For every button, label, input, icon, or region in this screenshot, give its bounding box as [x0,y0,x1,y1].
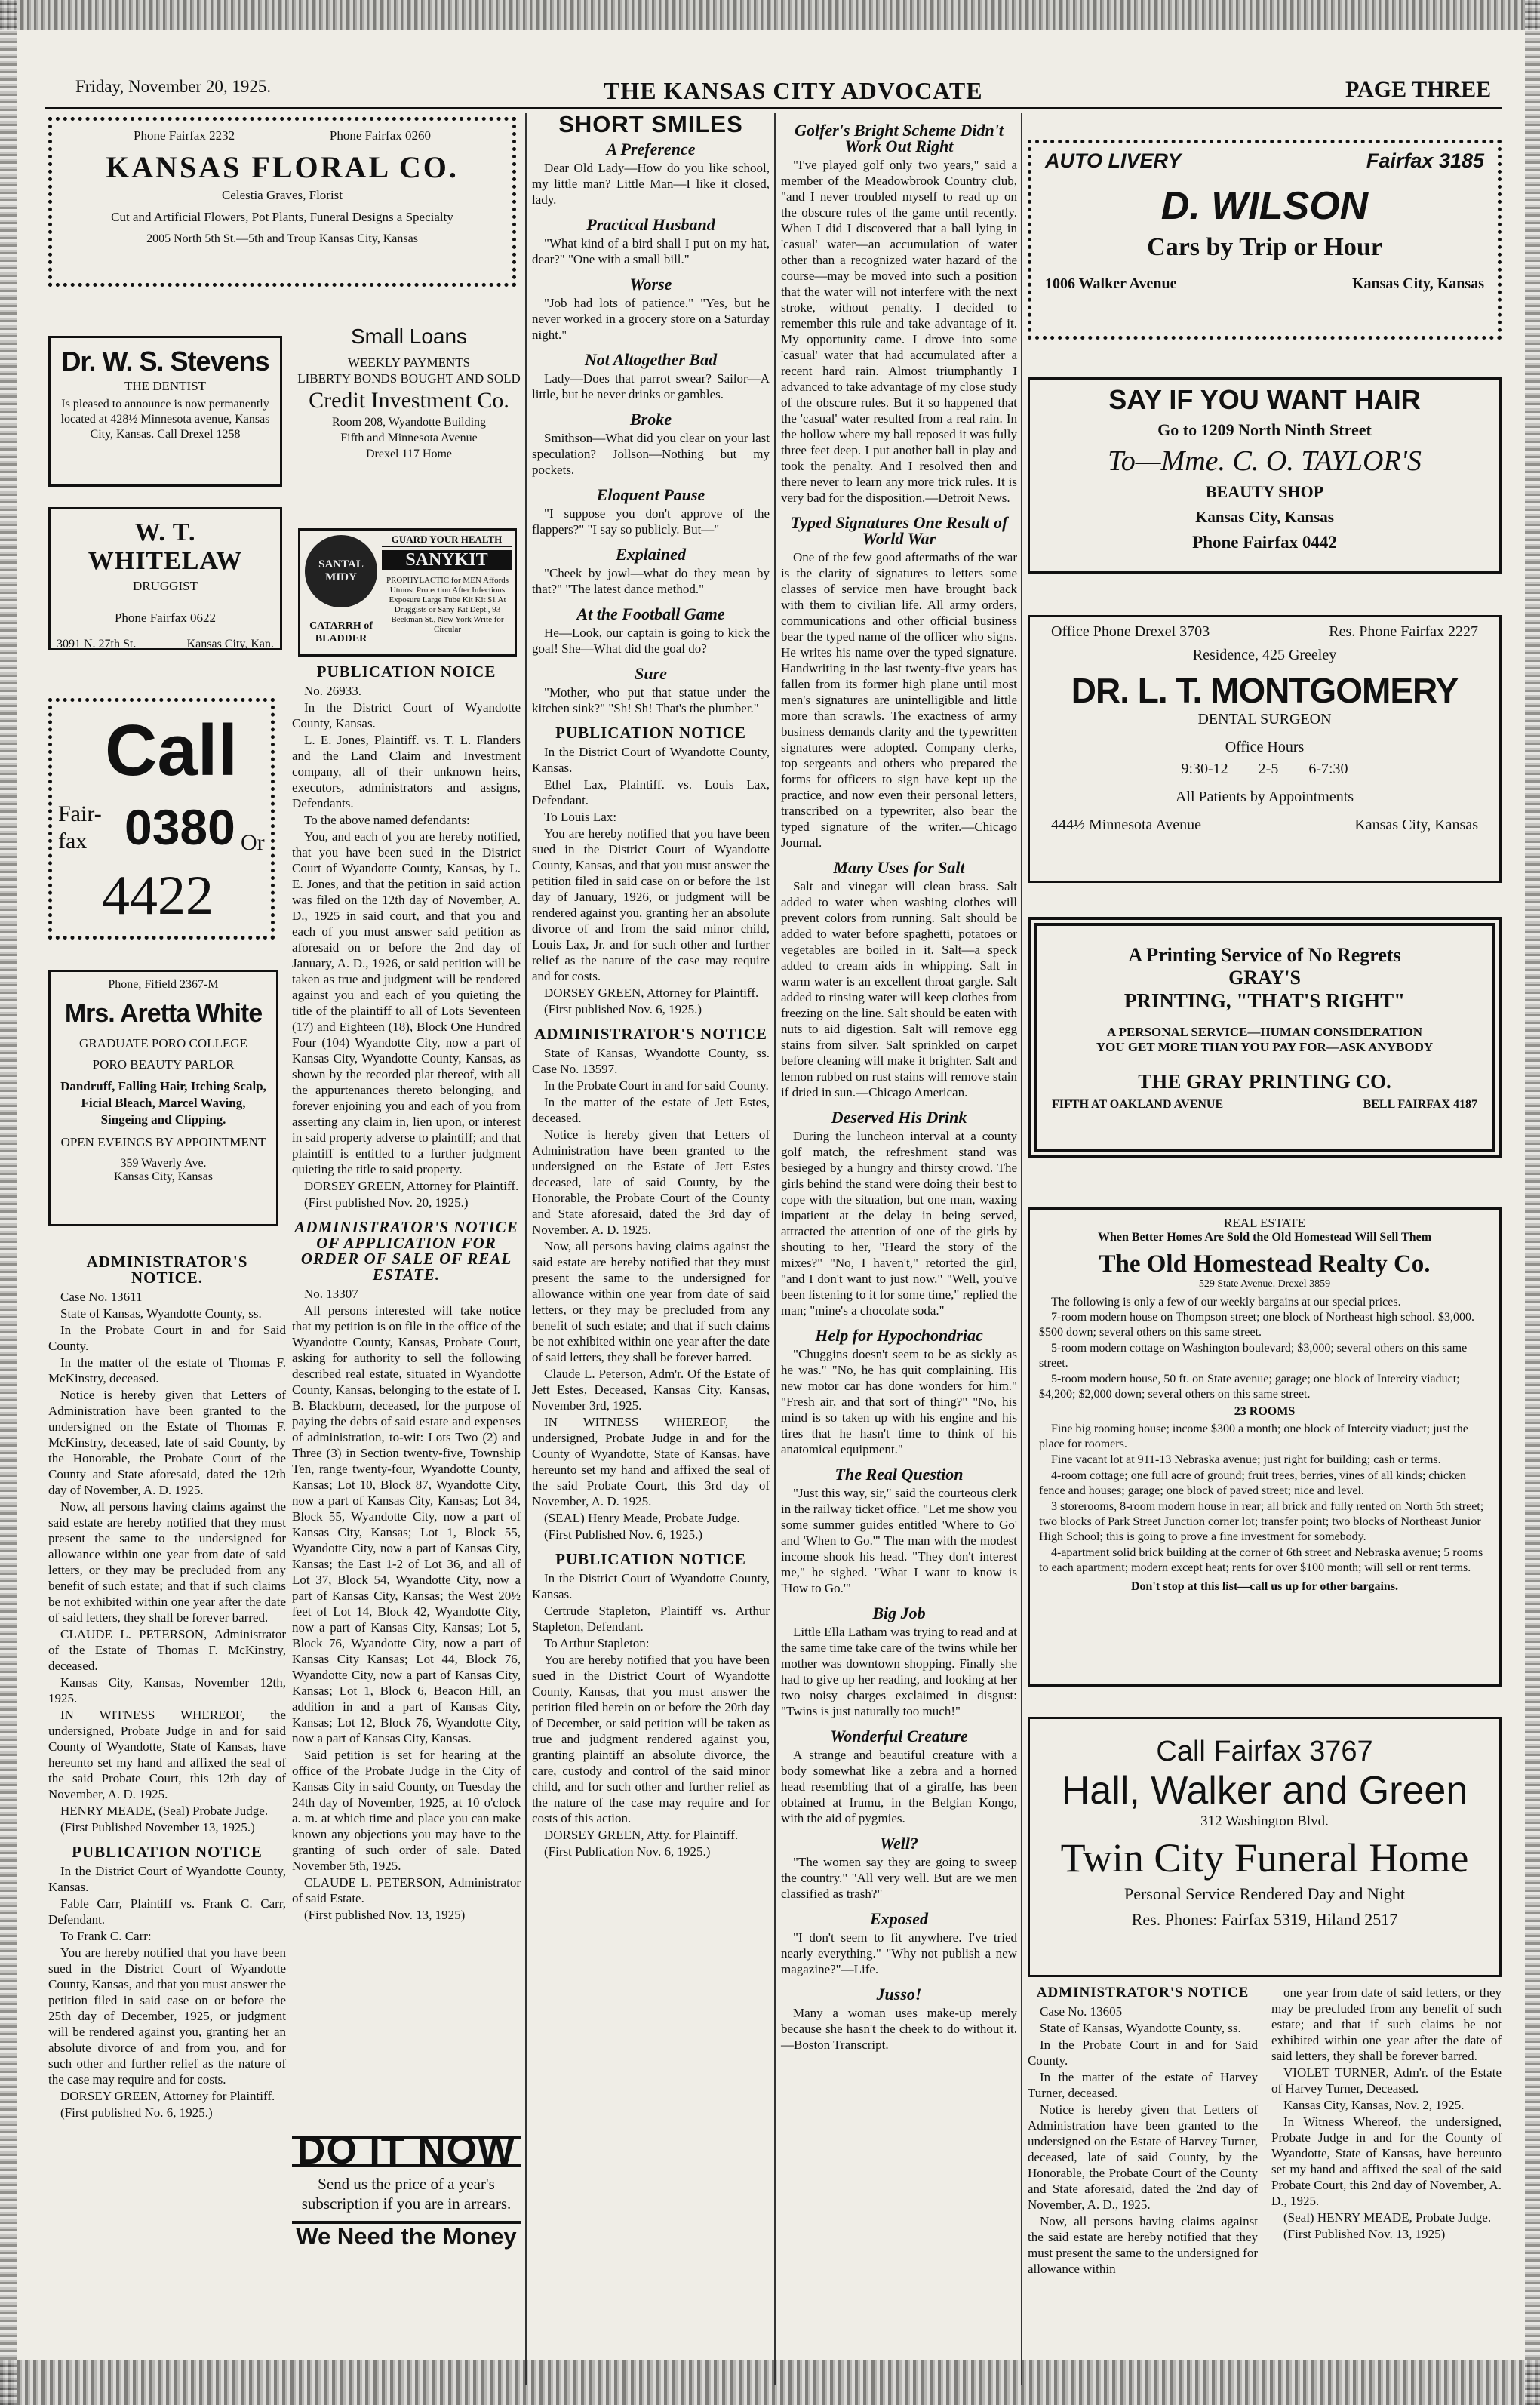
hair-line-3: Kansas City, Kansas [1195,508,1334,526]
item-text: Salt and vinegar will clean brass. Salt added to water when washing clothes will prevent colors from running. Salt should be added to water before spaghetti, potatoes or vegetables are boiled in it. Salt—a speck added to cream aids in whipping. Salt in warm water is an excellent throat gargle. Salt added to rinsing water will keep clothes from freezing on the line. Salt should be eaten with nuts to aid digestion. Salt will remove egg stains from silver. Salt sprinkled on carpet before cleaning will make it brighter. Salt and lemon rubbed on rust stains will remove stain if dried in sun.—Chicago American. [781,879,1017,1099]
paragraph: Case No. 13611 [60,1290,143,1304]
item-text: "Chuggins doesn't seem to be as sickly as he was." "No, he has quit complaining. His new motor car has done wonders for him." "Fresh air, and that sort of thing?" "No, his mind is so taken up with his engine and his tires that he hasn't time to think of his anatomical equipment." [781,1347,1017,1456]
loans-address-1: Room 208, Wyandotte Building [331,416,487,429]
paragraph: In Witness Whereof, the undersigned, Probate Judge in and for the County of Wyandotte, State of Kansas, have hereunto set my hand and affixed the seal of the said Probate Court, this 2nd day of November, A. D., 1925. [1271,2114,1502,2208]
col5-heading: ADMINISTRATOR'S NOTICE [1036,1985,1250,2001]
wilson-tagline: Cars by Trip or Hour [1147,233,1382,261]
paragraph: one year from date of said letters, or they may be precluded from any benefit of such estate; and that if such claims be not exhibited within one year after the date of said letters, they shall be forever barred. [1271,1985,1502,2063]
ad-dr-montgomery [1028,615,1502,883]
white-address: 359 Waverly Ave. [120,1157,207,1170]
hair-line-1: Go to 1209 North Ninth Street [1157,420,1372,439]
montgomery-address: 444½ Minnesota Avenue [1051,817,1202,833]
doit-body: Send us the price of a year's subscription if you are in arrears. [301,2175,512,2213]
col3-heading-3: ADMINISTRATOR'S NOTICE [534,1025,767,1043]
paragraph: Notice is hereby given that Letters of Administration have been granted to the undersigned on the Estate of Thomas F. McKinstry, deceased, late of said County, by the Honorable, the Probate Court of the County and State aforesaid, dated the 12th day of November, A. D. 1925. [48,1388,286,1497]
paragraph: Claude L. Peterson, Adm'r. Of the Estate of Jett Estes, Deceased, Kansas City, Kansas, November 3rd, 1925. [532,1367,770,1413]
col2-heading-2: ADMINISTRATOR'S NOTICE OF APPLICATION FOR ORDER OF SALE OF REAL ESTATE. [294,1218,518,1284]
paragraph: In the District Court of Wyandotte County, Kansas. [292,700,521,730]
item-text: Lady—Does that parrot swear? Sailor—A little, but he never drinks or gambles. [532,371,770,401]
montgomery-res-phone: Res. Phone Fairfax 2227 [1329,623,1478,640]
funeral-address: 312 Washington Blvd. [1200,1813,1329,1829]
white-city: Kansas City, Kansas [114,1170,213,1183]
item-text: Dear Old Lady—How do you like school, my little man? Little Man—I like it closed, lady. [532,161,770,207]
stevens-name: Dr. W. S. Stevens [61,346,269,377]
wilson-left: AUTO LIVERY [1045,149,1182,172]
item-text: Many a woman uses make-up merely because she hasn't the cheek to do without it.—Boston Transcript. [781,2006,1017,2052]
item-text: During the luncheon interval at a county golf match, the refreshment stand was besieged by a hungry and thirsty crowd. The girls behind the stand were doing their best to cope with the situation, but one man, waxing impatient at the delay in being served, attracted the attention of one of the girls by shouting to her, "Heard the story of the mixes?" "No, I haven't," retorted the girl, "and I don't want to just now." "Well, you've been listening to it for some time," replied the man; "mine's a chocolate soda." [781,1129,1017,1318]
paragraph: (First Published Nov. 13, 1925) [1283,2227,1446,2241]
white-line-3: Dandruff, Falling Hair, Itching Scalp, Ficial Bleach, Marcel Waving, Singeing and Clipping. [60,1079,266,1127]
paragraph: (First Published Nov. 6, 1925.) [544,1527,702,1542]
hair-line-2: BEAUTY SHOP [1205,482,1324,501]
sanykit-brand: SANYKIT [382,550,512,570]
loans-company: Credit Investment Co. [309,388,509,413]
item-heading: Wonderful Creature [830,1727,968,1745]
col1-heading: ADMINISTRATOR'S NOTICE. [86,1253,248,1287]
loans-line-2: LIBERTY BONDS BOUGHT AND SOLD [297,371,521,386]
loans-line-1: WEEKLY PAYMENTS [347,355,471,370]
item-text: He—Look, our captain is going to kick the goal! She—What did the goal do? [532,626,770,656]
scan-edge-right [1525,0,1540,2405]
hair-line-4: Phone Fairfax 0442 [1192,533,1337,552]
paragraph: State of Kansas, Wyandotte County, ss. Case No. 13597. [532,1046,770,1076]
item-heading: Eloquent Pause [596,485,705,504]
item-text: "The women say they are going to sweep the country." "All very well. But are we men classified as trash?" [781,1855,1017,1901]
paragraph: 4-room cottage; one full acre of ground; fruit trees, berries, vines of all kinds; chicken fence and houses; garage; one block of paved street; nice and level. [1039,1469,1467,1497]
loans-title: Small Loans [350,324,468,348]
ad-twin-city-funeral [1028,1717,1502,1977]
column-4-features [781,113,1017,2377]
paragraph: L. E. Jones, Plaintiff. vs. T. L. Flanders and the Land Claim and Investment company, all of their unknown heirs, executors, administrators and assigns, Defendants. [292,733,521,810]
sanykit-bottom-label: CATARRH of BLADDER [309,620,373,644]
paragraph: 7-room modern house on Thompson street; one block of Northeast high school. $3,000. $500 down; several others on this same street. [1039,1311,1474,1339]
paragraph: 4-apartment solid brick building at the corner of 6th street and Nebraska avenue; 5 rooms to each apartment; modern except heat; rents for over $100 month; will sell or rent terms. [1039,1546,1483,1574]
scan-edge-top [0,0,1540,30]
gray-phone: BELL FAIRFAX 4187 [1363,1098,1477,1111]
column-rule [1021,113,1022,2385]
paragraph: 5-room modern house, 50 ft. on State avenue; garage; one block of Intercity viaduct; $4,200; $2,000 down; several others on this same street. [1039,1373,1460,1401]
realty-list-2 [1039,1422,1490,1576]
ad-gray-printing [1028,917,1502,1158]
item-heading: Broke [630,410,672,429]
paragraph: Notice is hereby given that Letters of Administration have been granted to the undersigned on the Estate of Jett Estes deceased, late of said County, by the Honorable, the Probate Court of the County and State aforesaid, dated the 3rd day of November. A. D. 1925. [532,1127,770,1237]
item-heading: Help for Hypochondriac [815,1326,983,1345]
funeral-title: Twin City Funeral Home [1060,1835,1469,1881]
item-heading: At the Football Game [576,604,725,623]
montgomery-hours-2: 2-5 [1258,761,1279,777]
column-5-notice [1028,1985,1258,2377]
funeral-call: Call Fairfax 3767 [1156,1736,1373,1767]
realty-intro: The following is only a few of our weekly bargains at our special prices. [1051,1296,1401,1309]
paragraph: In the matter of the estate of Harvey Turner, deceased. [1028,2070,1258,2100]
header-title: THE KANSAS CITY ADVOCATE [604,77,983,104]
ad-kansas-floral [48,117,516,287]
short-smiles-heading: SHORT SMILES [558,111,743,137]
paragraph: Ethel Lax, Plaintiff. vs. Louis Lax, Defendant. [532,777,770,807]
call-fair: Fair- [58,801,102,826]
wilson-city: Kansas City, Kansas [1351,275,1484,292]
montgomery-hours-3: 6-7:30 [1308,761,1348,777]
paragraph: In the District Court of Wyandotte County, Kansas. [532,745,770,775]
paragraph: DORSEY GREEN, Attorney for Plaintiff. [304,1179,519,1193]
whitelaw-name: W. T. WHITELAW [88,518,243,575]
paragraph: In the District Court of Wyandotte County, Kansas. [532,1571,770,1601]
paragraph: Notice is hereby given that Letters of Administration have been granted to the undersigned on the Estate of Harvey Turner, deceased, late of said County, by the Honorable, the Probate Court of the County and State aforesaid, dated the 2nd day of November, A. D., 1925. [1028,2102,1258,2212]
paragraph: Now, all persons having claims against the said estate are hereby notified that they must present the same to the undersigned for allowance within one year from date of said letters, or they may be precluded from any benefit of such estate; and that if such claims be not exhibited within one year after the date of said letters, they shall be forever barred. [532,1239,770,1364]
paragraph: 5-room modern cottage on Washington boulevard; $3,000; several others on this same street. [1039,1342,1468,1370]
paragraph: Fable Carr, Plaintiff vs. Frank C. Carr, Defendant. [48,1896,286,1927]
paragraph: In the matter of the estate of Thomas F. McKinstry, deceased. [48,1355,286,1385]
montgomery-name: DR. L. T. MONTGOMERY [1071,671,1459,710]
item-heading: Explained [616,545,686,564]
col3-heading-4: PUBLICATION NOTICE [555,1550,746,1568]
paragraph: To Arthur Stapleton: [544,1636,650,1650]
realty-address: 529 State Avenue. Drexel 3859 [1198,1278,1331,1290]
column-rule [774,113,776,2385]
paragraph: DORSEY GREEN, Attorney for Plaintiff. [60,2089,275,2103]
paragraph: Case No. 13605 [1040,2004,1123,2019]
white-line-4: OPEN EVEINGS BY APPOINTMENT [60,1135,266,1149]
funeral-name: Hall, Walker and Green [1061,1769,1468,1813]
scan-edge-left [0,0,17,2405]
doit-title: DO IT NOW [292,2136,521,2167]
col2-paragraphs-2 [292,1286,521,1923]
col2-heading: PUBLICATION NOICE [316,663,496,681]
item-heading: Many Uses for Salt [833,858,965,877]
paragraph: In the Probate Court in and for Said County. [48,1323,286,1353]
gray-line-2: GRAY'S [1228,967,1301,989]
paragraph: (First Published November 13, 1925.) [60,1820,255,1835]
col3-paragraphs-4 [532,1570,770,1859]
paragraph: (SEAL) Henry Meade, Probate Judge. [544,1511,740,1525]
montgomery-office-phone: Office Phone Drexel 3703 [1051,623,1210,640]
floral-address: 2005 North 5th St.—5th and Troup Kansas City, Kansas [146,232,418,245]
paragraph: State of Kansas, Wyandotte County, ss. [1040,2021,1241,2035]
paragraph: (First published Nov. 13, 1925) [304,1908,466,1922]
col5-paragraphs [1028,2004,1258,2277]
item-text: "Mother, who put that statue under the kitchen sink?" "Sh! Sh! That's the plumber." [532,685,770,715]
item-heading: The Real Question [835,1465,964,1484]
item-text: One of the few good aftermaths of the war is the clarity of signatures to letters some classes of service men have brought back with them to civilian life. All army orders, communications and other official business bear the typed name of the officer who signs. He writes his name over the typed signature. Handwriting in the last twenty-five years has fallen from its former high plane until most men's signatures are unintelligible and little more than scrawls. The exactness of army business demands clarity and the typewritten signatures were adopted. Company clerks, top sergeants and others who prepared the forms for officers to sign have kept up the practice, and now even their personal letters, transcribed on a typewriter, also bear the typed signature of the writer.—Chicago Journal. [781,550,1017,850]
paragraph: 3 storerooms, 8-room modern house in rear; all brick and fully rented on North 5th street; two blocks of Park Street Junction corner lot; transfer point; two blocks of Northeast Junior High School; this is going to prove a fine investment for somebody. [1039,1500,1484,1543]
paragraph: In the District Court of Wyandotte County, Kansas. [48,1864,286,1894]
paragraph: (First published Nov. 20, 1925.) [304,1195,469,1210]
paragraph: DORSEY GREEN, Atty. for Plaintiff. [544,1828,739,1842]
paragraph: DORSEY GREEN, Attorney for Plaintiff. [544,986,759,1000]
floral-description: Cut and Artificial Flowers, Pot Plants, Funeral Designs a Specialty [111,210,453,224]
gray-line-5: YOU GET MORE THAN YOU PAY FOR—ASK ANYBODY [1096,1040,1434,1054]
call-fax: fax [58,829,88,853]
paragraph: VIOLET TURNER, Adm'r. of the Estate of Harvey Turner, Deceased. [1271,2065,1502,2096]
stevens-body: Is pleased to announce is now permanently located at 428½ Minnesota avenue, Kansas City, Kansas. Call Drexel 1258 [60,398,270,441]
loans-address-2: Fifth and Minnesota Avenue [340,432,478,444]
item-heading: Well? [880,1834,918,1853]
wilson-address: 1006 Walker Avenue [1045,275,1177,292]
white-name: Mrs. Aretta White [64,999,263,1028]
header-rule [45,107,1502,109]
features-items [781,122,1017,2053]
floral-phone-1: Phone Fairfax 2232 [134,128,235,143]
whitelaw-city: Kansas City, Kan. [186,638,274,650]
item-heading: A Preference [606,140,696,158]
ad-old-homestead-realty [1028,1207,1502,1687]
ad-whitelaw [48,507,282,650]
paragraph: You are hereby notified that you have been sued in the District Court of Wyandotte County, Kansas, that you must answer the petition filed herein on or before the 20th day of December, or said petition will be taken as true and judgment rendered against you, granting plaintiff an absolute divorce, the care, custody and control of the said minor child, and for such other and further relief as the nature of the case may require and for costs of this action. [532,1653,770,1825]
col3-paragraphs-2 [532,744,770,1017]
item-heading: Practical Husband [586,215,715,234]
item-heading: Exposed [870,1909,928,1928]
column-rule [525,113,527,2385]
montgomery-city: Kansas City, Kansas [1354,817,1478,833]
item-heading: Big Job [872,1604,926,1622]
white-phone: Phone, Fifield 2367-M [108,978,219,991]
call-word: Call [105,710,238,791]
realty-sub: When Better Homes Are Sold the Old Homestead Will Sell Them [1097,1231,1432,1244]
short-smiles-items [532,141,770,716]
paragraph: Said petition is set for hearing at the office of the Probate Judge in the City of Kansas City in said County, on Tuesday the 24th day of November, 1925, at 10 o'clock a. m. at which time and place you can make known any objections you may have to the granting of such order of sale. Dated November 5th, 1925. [292,1748,521,1873]
ad-call-fairfax [48,698,275,940]
header-page-number: PAGE THREE [1345,77,1492,102]
paragraph: In the Probate Court in and for said County. [544,1078,769,1093]
ad-small-loans [296,324,522,509]
paragraph: (Seal) HENRY MEADE, Probate Judge. [1283,2210,1492,2225]
montgomery-hours-1: 9:30-12 [1181,761,1228,777]
loans-phone: Drexel 117 Home [365,447,453,460]
header-date: Friday, November 20, 1925. [75,77,272,96]
paragraph: Now, all persons having claims against the said estate are hereby notified that they must present the same to the undersigned for allowance within one year from date of said letters, or they may be precluded from any benefit of such estate; and that if such claims be not exhibited within one year after the date of said letters, they shall be forever barred. [48,1499,286,1625]
call-or: Or [241,830,265,855]
col1-paragraphs [48,1289,286,1835]
item-text: "What kind of a bird shall I put on my hat, dear?" "One with a small bill." [532,236,770,266]
paragraph: To the above named defendants: [304,813,470,827]
white-line-2: PORO BEAUTY PARLOR [92,1057,235,1072]
item-heading: Deserved His Drink [831,1108,967,1127]
item-text: "Just this way, sir," said the courteous clerk in the railway ticket office. "Let me show you some summer guides entitled 'Where to Go' and 'When to Go.'" The man with the modest income shook his head. "They don't interest me," he sighed. "What I want to know is 'How to Go.'" [781,1486,1017,1595]
floral-owner: Celestia Graves, Florist [221,188,343,202]
item-text: A strange and beautiful creature with a body somewhat like a zebra and a horned head resembling that of a giraffe, has been obtained at Irumu, in the Belgian Kongo, with the aid of pygmies. [781,1748,1017,1825]
paragraph: CLAUDE L. PETERSON, Administrator of said Estate. [292,1875,521,1905]
stevens-title: THE DENTIST [124,379,207,393]
ad-aretta-white [48,970,278,1226]
paragraph: You are hereby notified that you have been sued in the District Court of Wyandotte County, Kansas, and that you must answer the petition filed in said case on or before the 1st day of January, 1926, or judgment will be rendered against you, granting her an absolute divorce of and from the said minor child, Louis Lax, Jr. and for such other and further relief as the nature of the case may require and for costs. [532,826,770,983]
paragraph: To Louis Lax: [544,810,617,824]
paragraph: State of Kansas, Wyandotte County, ss. [60,1306,262,1321]
col1-heading-2: PUBLICATION NOTICE [72,1843,263,1861]
wilson-right: Fairfax 3185 [1366,149,1484,172]
item-text: "I don't seem to fit anywhere. I've tried nearly everything." "Why not publish a new magazine?"—Life. [781,1930,1017,1976]
montgomery-residence: Residence, 425 Greeley [1192,647,1337,663]
call-number-2: 4422 [102,865,214,927]
realty-head: REAL ESTATE [1223,1216,1306,1230]
paragraph: IN WITNESS WHEREOF, the undersigned, Probate Judge in and for said County of Wyandotte, State of Kansas, have hereunto set my hand and affixed the seal of the said Probate Court, this 12th day of November, A. D. 1925. [48,1708,286,1801]
paragraph: Fine vacant lot at 911-13 Nebraska avenue; just right for building; cash or terms. [1051,1453,1441,1466]
item-heading: Sure [635,664,667,683]
col6-paragraphs [1271,1985,1502,2242]
column-6-notice [1271,1985,1502,2377]
gray-line-3: PRINTING, "THAT'S RIGHT" [1123,989,1406,1012]
paragraph: Fine big rooming house; income $300 a month; one block of Intercity viaduct; just the place for roomers. [1039,1422,1468,1450]
paragraph: No. 26933. [304,684,362,698]
montgomery-hours-label: Office Hours [1225,739,1305,755]
paragraph: You, and each of you are hereby notified, that you have been sued in the District Court of Wyandotte County, Kansas, by L. E. Jones, and that the petition in said action was filed on the 12th day of November, A. D., 1925 in said court, and that you and each of you must answer said petition as aforesaid on or before the 2nd day of January, A. D., 1926, or said petition will be taken as true and judgment will be rendered against you and each of you quieting the title of the plaintiff to all of Lots Seventeen (17) and Eighteen (18), Block One Hundred Four (104) Wyandotte City, now a part of Kansas City, Wyandotte County, Kansas, as shown by the recorded plat thereof, with all the appurtenances thereto belonging, and forever enjoining you and each of you from asserting any claim in, lien upon, or interest in said property adverse to plaintiff; and that plaintiff is entitled to a further judgment quieting the title to said property. [292,829,521,1176]
montgomery-appointment: All Patients by Appointments [1175,789,1354,805]
item-heading: Typed Signatures One Result of World War [790,513,1008,548]
item-heading: Jusso! [876,1985,922,2004]
paragraph: In the Probate Court in and for Said County. [1028,2037,1258,2068]
paragraph: Certrude Stapleton, Plaintiff vs. Arthur Stapleton, Defendant. [532,1604,770,1634]
item-text: "Cheek by jowl—what do they mean by that?" "The latest dance method." [532,566,770,596]
hair-name: To—Mme. C. O. TAYLOR'S [1108,445,1422,477]
gray-address: FIFTH AT OAKLAND AVENUE [1052,1098,1224,1111]
paragraph: In the matter of the estate of Jett Estes, deceased. [532,1095,770,1125]
item-text: Little Ella Latham was trying to read and at the same time take care of the twins while her mother was downtown shopping. Finally she had to give up her reading, and looking at her two noisy charges exclaimed in disgust: "Twins is just naturally too much!" [781,1625,1017,1718]
paragraph: Now, all persons having claims against the said estate are hereby notified that they must present the same to the undersigned for allowance within [1028,2214,1258,2276]
funeral-line-1: Personal Service Rendered Day and Night [1123,1884,1406,1903]
col2-paragraphs [292,683,521,1210]
item-heading: Worse [629,275,672,294]
realty-list [1039,1310,1490,1402]
wilson-name: D. WILSON [1160,184,1369,228]
floral-phone-2: Phone Fairfax 0260 [329,128,431,143]
realty-rooms: 23 ROOMS [1234,1405,1296,1418]
paragraph: All persons interested will take notice that my petition is on file in the office of the Wyandotte County, Kansas, Probate Court, asking for authority to sell the following described real estate, situated in Wyandotte County, Kansas, belonging to the estate of I. B. Blackburn, deceased, for the purpose of paying the debts of said estate and expenses of administration, to-wit: Lots Two (2) and Three (3) in Section twenty-five, Township Ten, range twenty-four, Wyandotte County, Kansas; Lot 10, Block 87, Wyandotte City, now a part of Kansas City, Kansas; Lot 34, Block 55, Wyandotte City, now a part of Kansas City, Kansas; Lot 1, Block 55, Wyandotte City, now a part of Kansas City, Kansas; the East 1-2 of Lot 36, and all of Lot 37, Block 54, Wyandotte City, now a part of Kansas City, Kansas; the West 20½ feet of Lot 14, Block 42, Wyandotte City, now a part of Kansas City, Kansas; Lot 5, Block 76, Wyandotte City, now a part of Kansas City Kansas; Lot 44, Block 76, Wyandotte City, now a part of Kansas City, Kansas; Lot 1, Block 6, Beacon Hill, an addition in and a part of Kansas City, Kansas; Lot 12, Block 76, Wyandotte City, now a part of Kansas City, Kansas. [292,1303,521,1745]
paragraph: Kansas City, Kansas, Nov. 2, 1925. [1283,2098,1465,2112]
item-text: "I've played golf only two years," said a member of the Meadowbrook Country club, "and I never troubled myself to read up on the obscure rules of the game until recently. When I did I discovered that a ball lying in 'casual' water—an accumulation of water other than a recognized water hazard of the course—may be moved into such a position that the water will not interfere with the next stroke, without penalty. I decided to remember this rule and take advantage of it. My opportunity came. I drove into some 'casual' water that had accumulated after a recent hard rain. Almost triumphantly I advanced to take advantage of my close study of the obscure rules. But it so happened that the 'casual' water resulted from a real rain. In the hollow where my ball reposed it was fully three feet deep. I put another ball in play and took the penalty. And I resolved then and there never to learn any more trick rules. It is very bad for the disposition.—Detroit News. [781,158,1017,505]
paragraph: IN WITNESS WHEREOF, the undersigned, Probate Judge in and for the County of Wyandotte, State of Kansas, have hereunto set my hand and affixed the seal of the said Probate Court, this 3rd day of November, A. D. 1925. [532,1415,770,1509]
col3-paragraphs-3 [532,1045,770,1542]
paragraph: HENRY MEADE, (Seal) Probate Judge. [60,1804,269,1818]
paragraph: To Frank C. Carr: [60,1929,152,1943]
realty-name: The Old Homestead Realty Co. [1099,1250,1431,1278]
col1-paragraphs-2 [48,1863,286,2121]
sanykit-text: PROPHYLACTIC for MEN Affords Utmost Protection After Infectious Exposure Large Tube Kit Kit $1 At Druggists or Sany-Kit Dept., 93 Beekman St., New York Write for Circular [386,576,509,634]
col3-heading-2: PUBLICATION NOTICE [555,724,746,742]
column-2-notices [292,663,521,1922]
paragraph: Kansas City, Kansas, November 12th, 1925. [48,1675,286,1705]
gray-line-4: A PERSONAL SERVICE—HUMAN CONSIDERATION [1106,1025,1422,1039]
item-text: "I suppose you don't approve of the flappers?" "I say so publicly. But—" [532,506,770,537]
column-3-short-smiles [532,113,770,2377]
ad-dr-stevens [48,336,282,487]
white-line-1: GRADUATE PORO COLLEGE [79,1036,247,1050]
hair-title: SAY IF YOU WANT HAIR [1108,384,1421,415]
ad-sanykit [298,528,517,657]
item-text: Smithson—What did you clear on your last speculation? Jollson—Nothing but my pockets. [532,431,770,477]
floral-name: KANSAS FLORAL CO. [106,150,459,184]
montgomery-title: DENTAL SURGEON [1197,711,1332,727]
item-heading: Golfer's Bright Scheme Didn't Work Out Right [795,121,1004,155]
whitelaw-title: DRUGGIST [133,579,198,593]
whitelaw-phone: Phone Fairfax 0622 [114,610,217,625]
item-text: "Job had lots of patience." "Yes, but he never worked in a grocery store on a Saturday night." [532,296,770,342]
paragraph: CLAUDE L. PETERSON, Administrator of the Estate of Thomas F. McKinstry, deceased. [48,1627,286,1673]
ad-do-it-now [292,2129,521,2370]
ad-d-wilson [1028,140,1502,340]
paragraph: No. 13307 [304,1287,358,1301]
gray-line-1: A Printing Service of No Regrets [1128,944,1401,966]
whitelaw-address: 3091 N. 27th St. [57,638,137,650]
paragraph: (First published No. 6, 1925.) [60,2105,213,2120]
call-number-1: 0380 [124,799,235,855]
ad-taylor-beauty [1028,377,1502,574]
realty-close: Don't stop at this list—call us up for other bargains. [1130,1580,1399,1593]
paragraph: (First Publication Nov. 6, 1925.) [544,1844,711,1859]
paragraph: (First published Nov. 6, 1925.) [544,1002,702,1016]
paragraph: You are hereby notified that you have been sued in the District Court of Wyandotte County, Kansas, and that you must answer the petition filed in said case on or before the 25th day of December, 1925, or judgment will be rendered against you, granting her an absolute divorce of and from you, and for such other and further relief as the nature of the case may require and for costs. [48,1945,286,2087]
doit-tagline: We Need the Money [292,2221,521,2244]
column-1-notices [48,1245,286,2377]
funeral-line-2: Res. Phones: Fairfax 5319, Hiland 2517 [1131,1910,1398,1929]
gray-company: THE GRAY PRINTING CO. [1138,1070,1391,1093]
santal-midy-seal: SANTAL MIDY [305,535,377,607]
sanykit-top-label: GUARD YOUR HEALTH [382,534,512,547]
item-heading: Not Altogether Bad [584,350,718,369]
